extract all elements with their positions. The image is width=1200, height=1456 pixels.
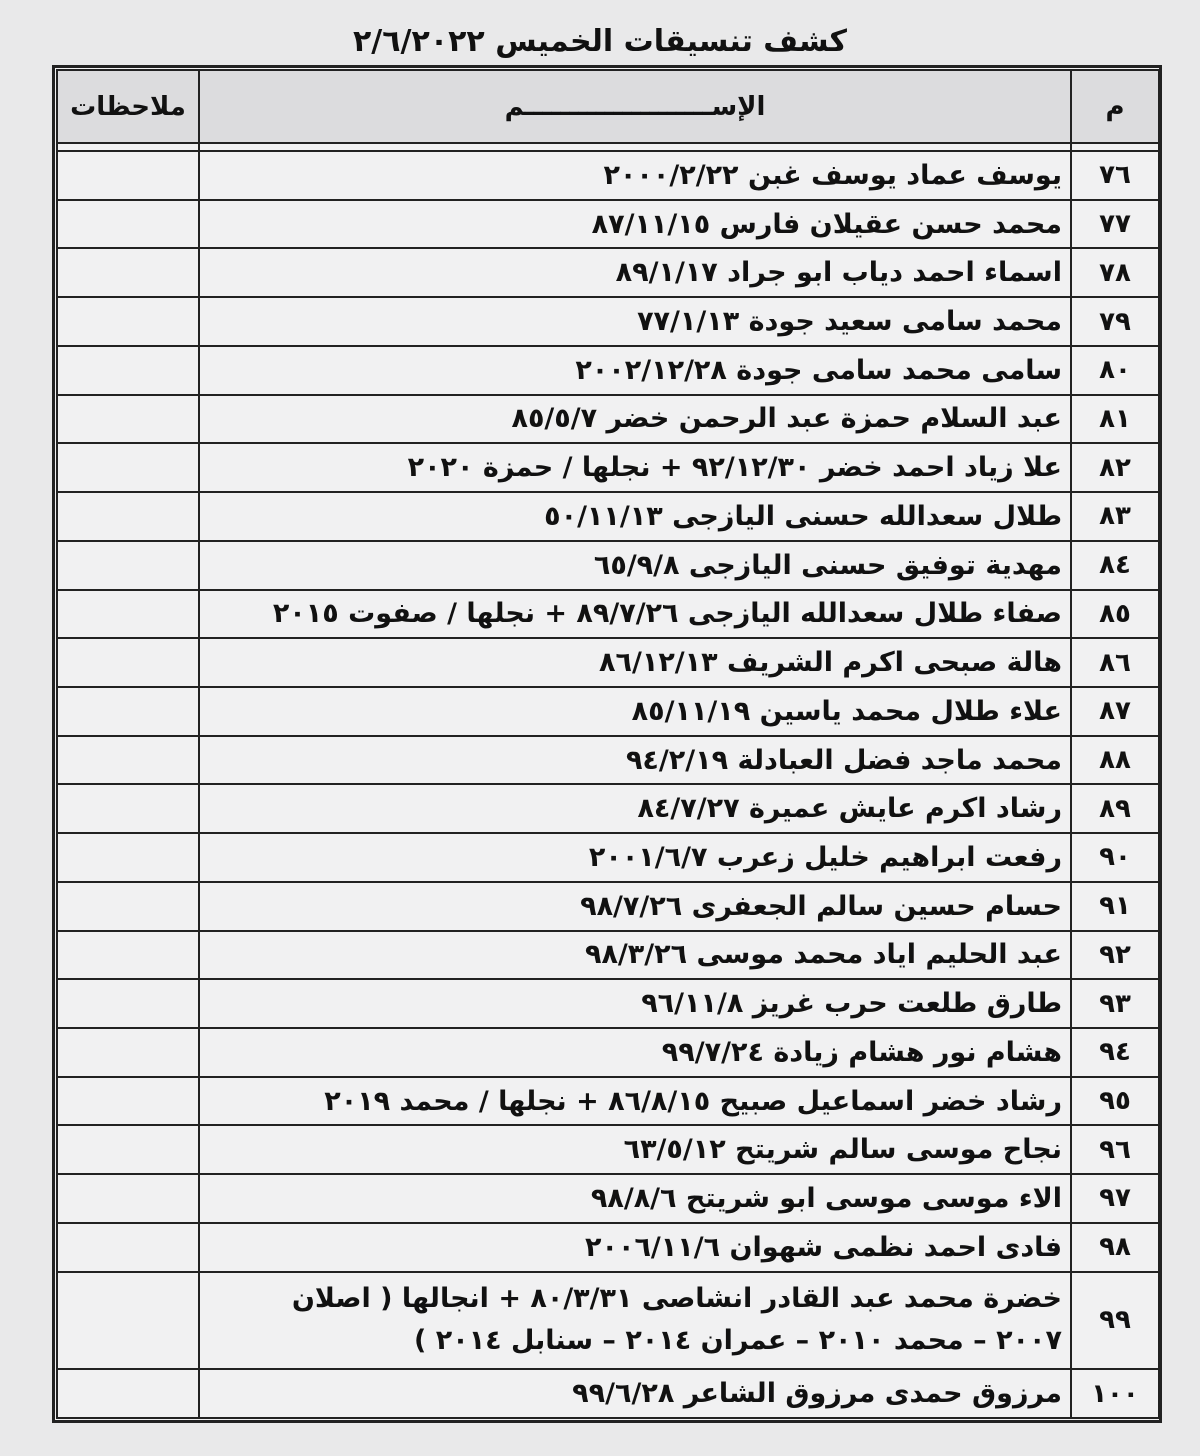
header-gap [57,143,1159,151]
row-number: ٩٤ [1071,1028,1159,1077]
row-number: ٩٢ [1071,931,1159,980]
row-name: علاء طلال محمد ياسين ٨٥/١١/١٩ [199,687,1071,736]
row-notes [57,200,199,249]
table-row [57,297,1159,346]
row-notes [57,979,199,1028]
table-row [57,248,1159,297]
table-row [57,931,1159,980]
table-row [57,1028,1159,1077]
table-row [57,1272,1159,1369]
row-name: اسماء احمد دياب ابو جراد ٨٩/١/١٧ [199,248,1071,297]
row-name: رشاد خضر اسماعيل صبيح ٨٦/٨/١٥ + نجلها / محمد ٢٠١٩ [199,1077,1071,1126]
table-row [57,151,1159,200]
row-notes [57,931,199,980]
table-row [57,541,1159,590]
row-name: هشام نور هشام زيادة ٩٩/٧/٢٤ [199,1028,1071,1077]
row-name-line: خضرة محمد عبد القادر انشاصى ٨٠/٣/٣١ + انجالها ( اصلان [291,1283,1062,1315]
row-name: الاء موسى موسى ابو شريتح ٩٨/٨/٦ [199,1174,1071,1223]
row-number: ٧٨ [1071,248,1159,297]
row-notes [57,1077,199,1126]
row-notes [57,248,199,297]
table-row [57,1223,1159,1272]
row-notes [57,882,199,931]
table-row [57,979,1159,1028]
row-notes [57,687,199,736]
row-notes [57,1223,199,1272]
row-number: ٨٠ [1071,346,1159,395]
roster-table [56,69,1160,1419]
row-notes [57,833,199,882]
row-name: سامى محمد سامى جودة ٢٠٠٢/١٢/٢٨ [199,346,1071,395]
row-name: صفاء طلال سعدالله اليازجى ٨٩/٧/٢٦ + نجلها / صفوت ٢٠١٥ [199,590,1071,639]
row-name: محمد ماجد فضل العبادلة ٩٤/٢/١٩ [199,736,1071,785]
row-number: ٩١ [1071,882,1159,931]
row-name: فادى احمد نظمى شهوان ٢٠٠٦/١١/٦ [199,1223,1071,1272]
table-row [57,1174,1159,1223]
row-notes [57,736,199,785]
row-number: ٩٥ [1071,1077,1159,1126]
row-number: ٨٨ [1071,736,1159,785]
row-name: طلال سعدالله حسنى اليازجى ٥٠/١١/١٣ [199,492,1071,541]
table-row [57,882,1159,931]
row-notes [57,638,199,687]
page-title: كشف تنسيقات الخميس ٢/٦/٢٠٢٢ [352,24,848,59]
row-name: مهدية توفيق حسنى اليازجى ٦٥/٩/٨ [199,541,1071,590]
row-number: ٨٩ [1071,784,1159,833]
row-notes [57,1272,199,1369]
table-row [57,1077,1159,1126]
row-number: ٩٧ [1071,1174,1159,1223]
row-notes [57,1369,199,1418]
row-name: علا زياد احمد خضر ٩٢/١٢/٣٠ + نجلها / حمزة ٢٠٢٠ [199,443,1071,492]
row-name: عبد الحليم اياد محمد موسى ٩٨/٣/٢٦ [199,931,1071,980]
header-name: الإســـــــــــــــــــــم [199,70,1071,143]
table-row [57,590,1159,639]
row-number: ١٠٠ [1071,1369,1159,1418]
table-row [57,736,1159,785]
row-notes [57,1125,199,1174]
row-notes [57,395,199,444]
row-name: طارق طلعت حرب غريز ٩٦/١١/٨ [199,979,1071,1028]
row-number: ٩٦ [1071,1125,1159,1174]
row-number: ٩٠ [1071,833,1159,882]
table-row [57,346,1159,395]
row-number: ٨٥ [1071,590,1159,639]
table-row [57,784,1159,833]
row-name-line: ٢٠٠٧ – محمد ٢٠١٠ – عمران ٢٠١٤ – سنابل ٢٠١٤ ) [413,1325,1062,1357]
table-row [57,833,1159,882]
row-notes [57,151,199,200]
row-number: ٨٧ [1071,687,1159,736]
row-name: رشاد اكرم عايش عميرة ٨٤/٧/٢٧ [199,784,1071,833]
table-row [57,1125,1159,1174]
row-number: ٨٣ [1071,492,1159,541]
table-row [57,1369,1159,1418]
row-name: يوسف عماد يوسف غبن ٢٠٠٠/٢/٢٢ [199,151,1071,200]
row-name: حسام حسين سالم الجعفرى ٩٨/٧/٢٦ [199,882,1071,931]
row-notes [57,443,199,492]
table-row [57,200,1159,249]
row-notes [57,784,199,833]
row-name: عبد السلام حمزة عبد الرحمن خضر ٨٥/٥/٧ [199,395,1071,444]
row-number: ٧٦ [1071,151,1159,200]
row-notes [57,1174,199,1223]
header-row [57,70,1159,143]
row-notes [57,1028,199,1077]
row-number: ٧٧ [1071,200,1159,249]
row-name: مرزوق حمدى مرزوق الشاعر ٩٩/٦/٢٨ [199,1369,1071,1418]
row-number: ٨١ [1071,395,1159,444]
table-row [57,687,1159,736]
table-row [57,443,1159,492]
row-notes [57,297,199,346]
row-name: رفعت ابراهيم خليل زعرب ٢٠٠١/٦/٧ [199,833,1071,882]
row-number: ٩٩ [1071,1272,1159,1369]
row-number: ٨٤ [1071,541,1159,590]
table-row [57,492,1159,541]
row-notes [57,346,199,395]
row-notes [57,492,199,541]
row-notes [57,541,199,590]
row-name [199,1272,1071,1369]
row-notes [57,590,199,639]
header-notes: ملاحظات [57,70,199,143]
row-name: هالة صبحى اكرم الشريف ٨٦/١٢/١٣ [199,638,1071,687]
row-name: محمد سامى سعيد جودة ٧٧/١/١٣ [199,297,1071,346]
row-name: محمد حسن عقيلان فارس ٨٧/١١/١٥ [199,200,1071,249]
row-number: ٨٢ [1071,443,1159,492]
row-number: ٨٦ [1071,638,1159,687]
row-number: ٧٩ [1071,297,1159,346]
row-name: نجاح موسى سالم شريتح ٦٣/٥/١٢ [199,1125,1071,1174]
table-row [57,395,1159,444]
row-number: ٩٣ [1071,979,1159,1028]
header-number: م [1071,70,1159,143]
row-number: ٩٨ [1071,1223,1159,1272]
table-row [57,638,1159,687]
